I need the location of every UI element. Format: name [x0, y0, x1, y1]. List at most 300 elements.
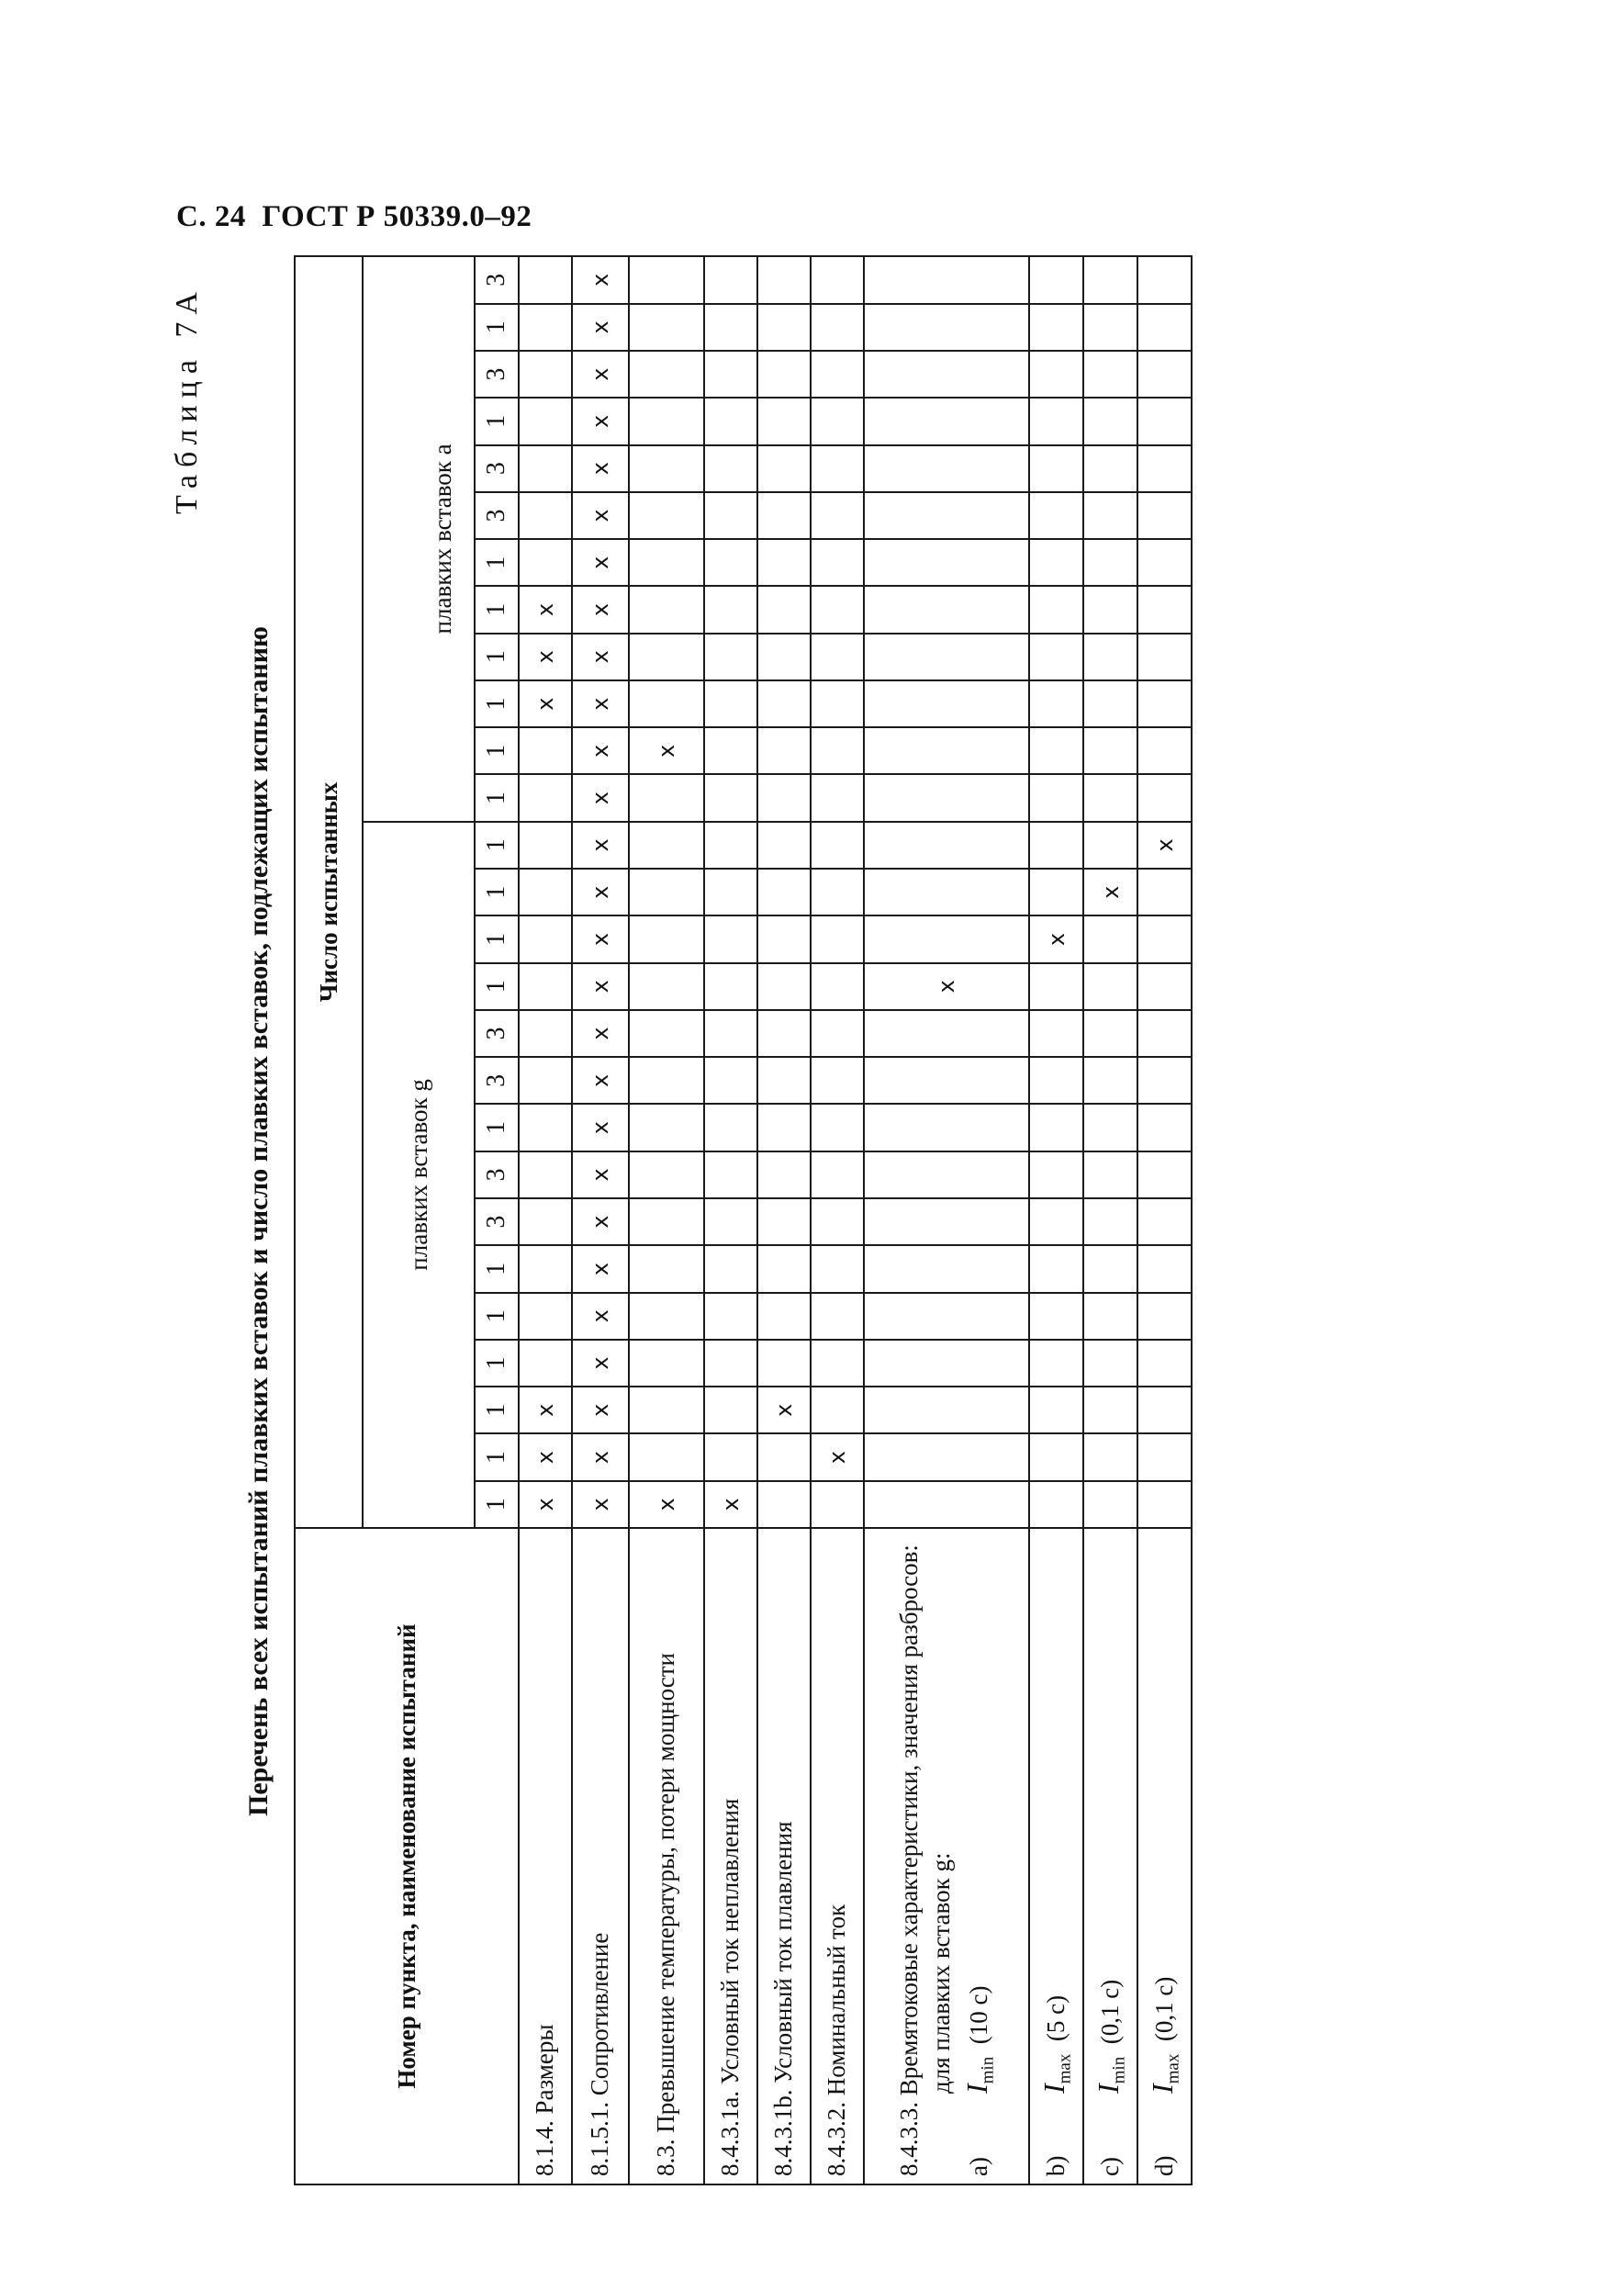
test-mark-cell [1137, 1481, 1192, 1528]
test-mark-cell [1029, 1010, 1083, 1057]
column-count-22: 3 [475, 492, 519, 539]
test-mark-cell [629, 963, 704, 1010]
test-mark-cell: x [811, 1433, 864, 1480]
test-mark-cell [1083, 1433, 1137, 1480]
table-row [519, 256, 572, 2184]
test-mark-cell [864, 398, 1029, 444]
test-mark-cell [1083, 351, 1137, 398]
test-mark-cell [811, 304, 864, 351]
test-mark-cell [629, 680, 704, 727]
test-mark-cell [864, 1010, 1029, 1057]
test-mark-cell [811, 822, 864, 869]
test-mark-cell [519, 869, 572, 915]
table-row [1029, 256, 1083, 2184]
test-mark-cell [1029, 351, 1083, 398]
test-mark-cell [1137, 634, 1192, 680]
test-mark-cell [864, 775, 1029, 822]
test-mark-cell [519, 1340, 572, 1387]
table-row [757, 256, 811, 2184]
test-mark-cell [704, 822, 757, 869]
test-mark-cell [519, 1245, 572, 1292]
test-mark-cell [629, 915, 704, 962]
characteristic-line [1036, 1536, 1077, 2176]
test-mark-cell [1083, 1340, 1137, 1387]
characteristic-line [1144, 1536, 1185, 2176]
test-mark-cell: x [572, 1198, 629, 1245]
test-mark-cell [1137, 1293, 1192, 1340]
test-mark-cell [757, 727, 811, 774]
rotated-table-sheet [170, 257, 1455, 2185]
test-mark-cell [1029, 398, 1083, 444]
header-row-1 [295, 256, 363, 2184]
test-mark-cell [704, 1245, 757, 1292]
test-mark-cell [1083, 445, 1137, 492]
test-mark-cell [864, 822, 1029, 869]
test-mark-cell [757, 869, 811, 915]
test-mark-cell [1137, 398, 1192, 444]
test-mark-cell [864, 915, 1029, 962]
test-name-cell [864, 1528, 1029, 2184]
test-mark-cell [1137, 304, 1192, 351]
test-mark-cell [704, 680, 757, 727]
test-mark-cell: x [572, 869, 629, 915]
test-mark-cell [811, 492, 864, 539]
test-mark-cell [704, 586, 757, 633]
test-name-cell [629, 1528, 704, 2184]
test-name: 8.1.4. Размеры [531, 2024, 559, 2176]
test-mark-cell [1137, 256, 1192, 304]
test-mark-cell [757, 1340, 811, 1387]
test-mark-cell [757, 492, 811, 539]
test-mark-cell [864, 680, 1029, 727]
test-mark-cell [757, 586, 811, 633]
test-name-cell [757, 1528, 811, 2184]
test-mark-cell [629, 398, 704, 444]
test-mark-cell: x [864, 963, 1029, 1010]
test-mark-cell [757, 775, 811, 822]
test-mark-cell [519, 775, 572, 822]
test-mark-cell [811, 775, 864, 822]
test-mark-cell [1137, 727, 1192, 774]
test-mark-cell [1137, 1198, 1192, 1245]
test-mark-cell [704, 1340, 757, 1387]
test-mark-cell [704, 915, 757, 962]
test-mark-cell [1137, 1245, 1192, 1292]
test-mark-cell [704, 539, 757, 586]
test-mark-cell [864, 539, 1029, 586]
test-mark-cell [629, 1293, 704, 1340]
test-mark-cell: x [572, 915, 629, 962]
item-letter: b) [1042, 2155, 1070, 2176]
time-argument: (0,1 с) [1150, 1976, 1179, 2042]
test-mark-cell: x [704, 1481, 757, 1528]
test-mark-cell: x [519, 680, 572, 727]
test-mark-cell [1029, 634, 1083, 680]
test-mark-cell [519, 1104, 572, 1151]
test-mark-cell [811, 256, 864, 304]
table-row [629, 256, 704, 2184]
test-mark-cell [864, 1057, 1029, 1104]
test-mark-cell [704, 398, 757, 444]
test-mark-cell [1029, 1245, 1083, 1292]
test-mark-cell [864, 1481, 1029, 1528]
test-mark-cell [629, 1010, 704, 1057]
test-mark-cell [811, 539, 864, 586]
test-mark-cell [1083, 915, 1137, 962]
table-label: Таблица 7А [170, 285, 204, 514]
test-mark-cell: x [572, 351, 629, 398]
test-subtitle: для плавких вставок g: [927, 1852, 956, 2094]
test-mark-cell: x [572, 1433, 629, 1480]
test-mark-cell [1029, 586, 1083, 633]
test-mark-cell [757, 1433, 811, 1480]
test-name-cell [1083, 1528, 1137, 2184]
test-mark-cell [1083, 1104, 1137, 1151]
column-count-27: 3 [475, 256, 519, 304]
test-mark-cell: x [572, 1245, 629, 1292]
name-column-header: Номер пункта, наименование испытаний [295, 1528, 519, 2184]
test-mark-cell: x [572, 1293, 629, 1340]
item-letter: d) [1150, 2155, 1179, 2176]
test-name: 8.4.3.2. Номинальный ток [823, 1904, 851, 2176]
test-mark-cell [629, 1433, 704, 1480]
test-mark-cell [519, 539, 572, 586]
test-mark-cell [811, 1293, 864, 1340]
test-mark-cell [757, 539, 811, 586]
test-mark-cell [1083, 822, 1137, 869]
test-mark-cell [864, 1198, 1029, 1245]
test-mark-cell [864, 586, 1029, 633]
test-mark-cell: x [519, 1433, 572, 1480]
test-mark-cell [811, 727, 864, 774]
test-mark-cell [757, 634, 811, 680]
test-mark-cell [1137, 680, 1192, 727]
test-mark-cell [704, 1057, 757, 1104]
test-mark-cell [757, 398, 811, 444]
test-mark-cell [811, 1104, 864, 1151]
test-mark-cell [704, 1010, 757, 1057]
test-mark-cell [1137, 1057, 1192, 1104]
test-mark-cell [757, 1151, 811, 1198]
test-mark-cell [1083, 1481, 1137, 1528]
current-symbol: I [1037, 2083, 1070, 2094]
test-mark-cell [519, 963, 572, 1010]
table-row [1083, 256, 1137, 2184]
test-mark-cell: x [1029, 915, 1083, 962]
item-letter: a) [964, 2157, 992, 2176]
group-g-header: плавких вставок g [363, 822, 475, 1528]
test-mark-cell [757, 351, 811, 398]
characteristic-line [958, 1536, 1000, 2176]
table-row [1137, 256, 1192, 2184]
group-a-header: плавких вставок a [411, 256, 475, 822]
test-mark-cell [1083, 680, 1137, 727]
test-mark-cell [629, 634, 704, 680]
test-mark-cell [864, 1151, 1029, 1198]
page-header [176, 200, 532, 234]
test-mark-cell [1029, 256, 1083, 304]
test-name: 8.4.3.1b. Условный ток плавления [769, 1821, 798, 2176]
test-mark-cell: x [519, 634, 572, 680]
test-mark-cell: x [572, 304, 629, 351]
column-count-7: 3 [475, 1198, 519, 1245]
test-mark-cell: x [572, 727, 629, 774]
column-count-11: 3 [475, 1010, 519, 1057]
test-mark-cell: x [572, 775, 629, 822]
test-mark-cell [1083, 963, 1137, 1010]
test-mark-cell [519, 256, 572, 304]
test-mark-cell [519, 1293, 572, 1340]
test-mark-cell [1029, 680, 1083, 727]
test-mark-cell [1137, 445, 1192, 492]
current-subscript: min [977, 2056, 997, 2084]
test-name-cell [704, 1528, 757, 2184]
test-mark-cell [1083, 398, 1137, 444]
test-mark-cell: x [572, 398, 629, 444]
test-mark-cell [1137, 1104, 1192, 1151]
table-title: Перечень всех испытаний плавких вставок и число плавких вставок, подлежащих испытанию [243, 626, 274, 1816]
test-mark-cell [1029, 492, 1083, 539]
column-count-4: 1 [475, 1340, 519, 1387]
test-mark-cell [1137, 963, 1192, 1010]
test-mark-cell [704, 963, 757, 1010]
standard-code: ГОСТ Р 50339.0–92 [262, 200, 532, 233]
test-mark-cell [519, 445, 572, 492]
characteristic-line [1090, 1536, 1131, 2176]
test-mark-cell [757, 256, 811, 304]
test-mark-cell [629, 1057, 704, 1104]
test-mark-cell [1137, 1010, 1192, 1057]
test-mark-cell [811, 1387, 864, 1433]
tests-table [294, 255, 1193, 2185]
test-mark-cell: x [572, 1057, 629, 1104]
test-mark-cell [1029, 1151, 1083, 1198]
column-count-21: 1 [475, 539, 519, 586]
current-subscript: min [1109, 2056, 1129, 2084]
test-mark-cell [519, 1057, 572, 1104]
test-mark-cell [757, 963, 811, 1010]
test-mark-cell [1029, 1293, 1083, 1340]
test-mark-cell [704, 1198, 757, 1245]
test-mark-cell [1083, 1387, 1137, 1433]
test-mark-cell [1029, 304, 1083, 351]
test-mark-cell [864, 351, 1029, 398]
test-mark-cell: x [572, 1104, 629, 1151]
test-mark-cell [704, 1387, 757, 1433]
test-mark-cell: x [629, 727, 704, 774]
test-mark-cell [704, 256, 757, 304]
test-mark-cell: x [629, 1481, 704, 1528]
column-count-25: 3 [475, 351, 519, 398]
test-mark-cell [1137, 775, 1192, 822]
test-mark-cell [1137, 1433, 1192, 1480]
test-mark-cell [811, 398, 864, 444]
column-count-14: 1 [475, 869, 519, 915]
column-count-16: 1 [475, 775, 519, 822]
test-mark-cell [864, 1245, 1029, 1292]
test-mark-cell [1029, 822, 1083, 869]
test-mark-cell [864, 1104, 1029, 1151]
test-mark-cell [864, 1293, 1029, 1340]
test-mark-cell [629, 1104, 704, 1151]
test-name-cell [1137, 1528, 1192, 2184]
test-mark-cell [1137, 586, 1192, 633]
test-mark-cell: x [572, 492, 629, 539]
test-mark-cell [1083, 1151, 1137, 1198]
test-mark-cell [1083, 1057, 1137, 1104]
column-count-15: 1 [475, 822, 519, 869]
test-mark-cell: x [572, 256, 629, 304]
column-count-13: 1 [475, 915, 519, 962]
column-count-12: 1 [475, 963, 519, 1010]
test-mark-cell [757, 1293, 811, 1340]
test-mark-cell [811, 634, 864, 680]
test-mark-cell: x [572, 1481, 629, 1528]
column-count-1: 1 [475, 1481, 519, 1528]
test-mark-cell [1029, 963, 1083, 1010]
column-count-9: 1 [475, 1104, 519, 1151]
test-mark-cell [811, 351, 864, 398]
test-mark-cell [519, 1010, 572, 1057]
test-mark-cell [704, 445, 757, 492]
test-mark-cell: x [757, 1387, 811, 1433]
current-symbol: I [959, 2083, 993, 2094]
test-mark-cell [811, 1198, 864, 1245]
column-count-19: 1 [475, 634, 519, 680]
test-mark-cell [1029, 1057, 1083, 1104]
test-mark-cell: x [1083, 869, 1137, 915]
test-mark-cell [1029, 1481, 1083, 1528]
test-mark-cell [864, 1433, 1029, 1480]
test-mark-cell [811, 1057, 864, 1104]
test-mark-cell [1083, 727, 1137, 774]
test-mark-cell [864, 727, 1029, 774]
current-symbol: I [1092, 2083, 1126, 2094]
test-mark-cell [519, 1198, 572, 1245]
time-argument: (10 с) [964, 1985, 992, 2045]
test-name: 8.4.3.3. Времятоковые характеристики, значения разбросов: [895, 1544, 924, 2176]
test-mark-cell [519, 915, 572, 962]
test-mark-cell [519, 304, 572, 351]
test-name: 8.3. Превышение температуры, потери мощности [652, 1652, 680, 2176]
table-row [704, 256, 757, 2184]
test-mark-cell [704, 1104, 757, 1151]
test-mark-cell [1083, 586, 1137, 633]
test-mark-cell: x [572, 634, 629, 680]
column-count-10: 3 [475, 1057, 519, 1104]
test-mark-cell [1029, 1340, 1083, 1387]
test-mark-cell [757, 445, 811, 492]
test-mark-cell [811, 1010, 864, 1057]
test-mark-cell [1083, 634, 1137, 680]
test-mark-cell [704, 1293, 757, 1340]
test-name-cell [519, 1528, 572, 2184]
test-mark-cell [1137, 915, 1192, 962]
test-mark-cell [704, 775, 757, 822]
test-mark-cell [1029, 1433, 1083, 1480]
test-mark-cell [757, 1104, 811, 1151]
test-mark-cell [629, 1151, 704, 1198]
test-mark-cell [1029, 1198, 1083, 1245]
group-a-spacer [363, 256, 411, 822]
column-count-18: 1 [475, 680, 519, 727]
test-mark-cell [629, 586, 704, 633]
column-count-6: 1 [475, 1245, 519, 1292]
test-mark-cell [757, 915, 811, 962]
test-mark-cell [629, 351, 704, 398]
test-mark-cell [864, 445, 1029, 492]
test-mark-cell [1083, 1245, 1137, 1292]
test-mark-cell: x [572, 680, 629, 727]
test-mark-cell [519, 398, 572, 444]
test-mark-cell: x [572, 1151, 629, 1198]
test-mark-cell [811, 680, 864, 727]
table-row [864, 256, 1029, 2184]
current-subscript: max [1055, 2053, 1075, 2084]
item-letter: c) [1096, 2157, 1125, 2176]
test-mark-cell [704, 869, 757, 915]
current-symbol: I [1146, 2083, 1180, 2094]
test-mark-cell [1029, 1104, 1083, 1151]
test-mark-cell [811, 1481, 864, 1528]
test-mark-cell [629, 256, 704, 304]
test-mark-cell: x [572, 539, 629, 586]
test-mark-cell [1137, 1340, 1192, 1387]
test-mark-cell [1083, 775, 1137, 822]
test-mark-cell [757, 1245, 811, 1292]
test-mark-cell [629, 304, 704, 351]
test-mark-cell: x [572, 822, 629, 869]
page-number: С. 24 [176, 200, 246, 233]
test-mark-cell [629, 775, 704, 822]
test-mark-cell [1083, 1293, 1137, 1340]
test-mark-cell: x [519, 1481, 572, 1528]
test-mark-cell [757, 1198, 811, 1245]
test-mark-cell [757, 680, 811, 727]
test-mark-cell: x [1137, 822, 1192, 869]
test-mark-cell [629, 445, 704, 492]
column-count-5: 1 [475, 1293, 519, 1340]
test-name: 8.1.5.1. Сопротивление [586, 1932, 614, 2176]
column-count-2: 1 [475, 1433, 519, 1480]
test-mark-cell [757, 304, 811, 351]
test-mark-cell [1083, 1010, 1137, 1057]
test-mark-cell: x [572, 1340, 629, 1387]
test-mark-cell [704, 1433, 757, 1480]
test-mark-cell [629, 822, 704, 869]
column-count-24: 1 [475, 398, 519, 444]
test-name-cell [1029, 1528, 1083, 2184]
test-mark-cell [519, 727, 572, 774]
test-mark-cell [629, 492, 704, 539]
time-argument: (5 с) [1042, 1994, 1070, 2042]
test-mark-cell [704, 351, 757, 398]
test-mark-cell [704, 1151, 757, 1198]
column-count-20: 1 [475, 586, 519, 633]
test-mark-cell [811, 963, 864, 1010]
test-mark-cell [1029, 727, 1083, 774]
test-mark-cell [757, 822, 811, 869]
column-count-23: 3 [475, 445, 519, 492]
test-mark-cell [1137, 539, 1192, 586]
test-mark-cell: x [519, 586, 572, 633]
test-mark-cell [629, 869, 704, 915]
count-header: Число испытанных [295, 256, 363, 1528]
test-mark-cell [864, 1387, 1029, 1433]
test-mark-cell [757, 1057, 811, 1104]
test-mark-cell [1029, 869, 1083, 915]
test-mark-cell [811, 915, 864, 962]
